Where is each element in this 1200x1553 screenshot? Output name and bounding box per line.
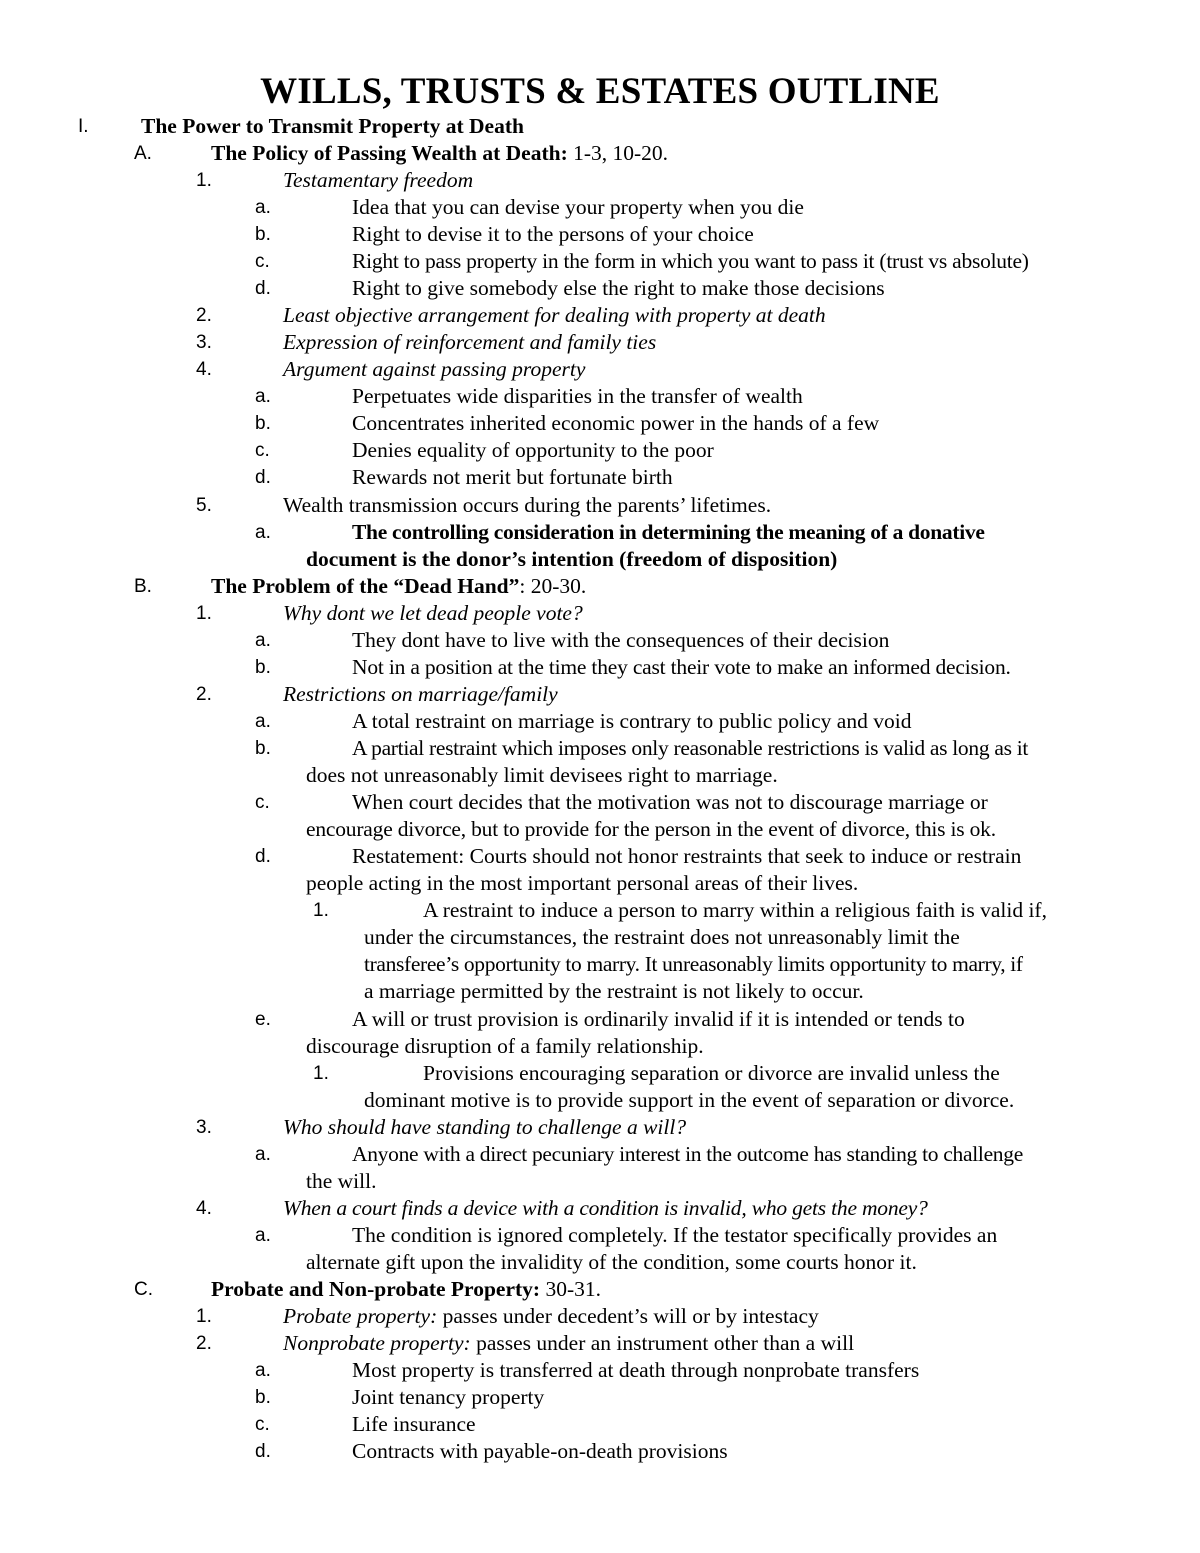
item-letter: b.	[255, 224, 271, 245]
item-text: Contracts with payable-on-death provisions	[352, 1439, 728, 1463]
subsection-label: A.	[134, 143, 152, 164]
item-letter: b.	[255, 657, 271, 678]
item-text: Idea that you can devise your property when you die	[352, 195, 804, 219]
subsection-heading: The Policy of Passing Wealth at Death: 1-3, 10-20.	[211, 141, 669, 165]
item-number: 1.	[196, 603, 212, 624]
item-text-continued: a marriage permitted by the restraint is not likely to occur.	[364, 979, 864, 1003]
item-text: Right to give somebody else the right to make those decisions	[352, 276, 885, 300]
item-number: 3.	[196, 1117, 212, 1138]
item-text: Why dont we let dead people vote?	[283, 601, 583, 625]
subsection-heading: The Problem of the “Dead Hand”: 20-30.	[211, 574, 587, 598]
item-letter: c.	[255, 1414, 270, 1435]
item-number: 2.	[196, 1333, 212, 1354]
item-letter: a.	[255, 711, 271, 732]
item-text: Perpetuates wide disparities in the transfer of wealth	[352, 384, 803, 408]
item-text: Anyone with a direct pecuniary interest in the outcome has standing to challenge	[352, 1142, 1023, 1166]
item-letter: a.	[255, 1225, 271, 1246]
item-text: Least objective arrangement for dealing with property at death	[283, 303, 826, 327]
item-number: 4.	[196, 359, 212, 380]
item-number: 2.	[196, 305, 212, 326]
item-text: Denies equality of opportunity to the poor	[352, 438, 714, 462]
item-text: A total restraint on marriage is contrary to public policy and void	[352, 709, 912, 733]
item-text: Rewards not merit but fortunate birth	[352, 465, 673, 489]
item-letter: a.	[255, 630, 271, 651]
item-letter: d.	[255, 278, 271, 299]
item-text: Joint tenancy property	[352, 1385, 545, 1409]
item-letter: a.	[255, 1360, 271, 1381]
item-text: Nonprobate property: passes under an instrument other than a will	[283, 1331, 855, 1355]
item-text: The controlling consideration in determining the meaning of a donative	[352, 520, 985, 544]
item-text: Most property is transferred at death through nonprobate transfers	[352, 1358, 920, 1382]
item-text-continued: people acting in the most important personal areas of their lives.	[306, 871, 859, 895]
item-text: Probate property: passes under decedent’s will or by intestacy	[283, 1304, 819, 1328]
item-letter: b.	[255, 738, 271, 759]
item-text-continued: transferee’s opportunity to marry. It unreasonably limits opportunity to marry, if	[364, 952, 1023, 976]
item-text: The condition is ignored completely. If the testator specifically provides an	[352, 1223, 998, 1247]
sub-item-number: 1.	[313, 1063, 329, 1084]
item-letter: a.	[255, 1144, 271, 1165]
item-text: Wealth transmission occurs during the parents’ lifetimes.	[283, 493, 772, 517]
subsection-heading: Probate and Non-probate Property: 30-31.	[211, 1277, 601, 1301]
item-text: When a court finds a device with a condition is invalid, who gets the money?	[283, 1196, 928, 1220]
item-text: Restrictions on marriage/family	[283, 682, 558, 706]
item-number: 4.	[196, 1198, 212, 1219]
item-letter: b.	[255, 413, 271, 434]
item-text: Not in a position at the time they cast their vote to make an informed decision.	[352, 655, 1011, 679]
item-text-continued: document is the donor’s intention (freedom of disposition)	[306, 547, 838, 571]
item-number: 3.	[196, 332, 212, 353]
item-text-continued: encourage divorce, but to provide for the person in the event of divorce, this is ok.	[306, 817, 996, 841]
item-text: When court decides that the motivation was not to discourage marriage or	[352, 790, 988, 814]
item-text: A restraint to induce a person to marry within a religious faith is valid if,	[423, 898, 1047, 922]
item-letter: a.	[255, 197, 271, 218]
item-text-continued: alternate gift upon the invalidity of the condition, some courts honor it.	[306, 1250, 917, 1274]
item-letter: e.	[255, 1009, 271, 1030]
item-text: Expression of reinforcement and family ties	[283, 330, 657, 354]
item-letter: d.	[255, 846, 271, 867]
item-text: Who should have standing to challenge a will?	[283, 1115, 687, 1139]
subsection-label: B.	[134, 576, 152, 597]
item-text: A will or trust provision is ordinarily invalid if it is intended or tends to	[352, 1007, 965, 1031]
item-text: Concentrates inherited economic power in the hands of a few	[352, 411, 880, 435]
item-text-continued: dominant motive is to provide support in the event of separation or divorce.	[364, 1088, 1015, 1112]
item-text: Testamentary freedom	[283, 168, 474, 192]
item-letter: d.	[255, 467, 271, 488]
item-text: Right to pass property in the form in which you want to pass it (trust vs absolute)	[352, 249, 1029, 273]
item-number: 5.	[196, 495, 212, 516]
item-text: Argument against passing property	[283, 357, 586, 381]
item-letter: c.	[255, 792, 270, 813]
item-text-continued: under the circumstances, the restraint does not unreasonably limit the	[364, 925, 960, 949]
roman-numeral-label: I.	[78, 116, 89, 137]
item-letter: a.	[255, 522, 271, 543]
item-number: 1.	[196, 1306, 212, 1327]
section-heading: The Power to Transmit Property at Death	[141, 114, 524, 138]
item-letter: c.	[255, 251, 270, 272]
subsection-label: C.	[134, 1279, 153, 1300]
item-letter: c.	[255, 440, 270, 461]
item-letter: d.	[255, 1441, 271, 1462]
item-number: 1.	[196, 170, 212, 191]
item-text: Right to devise it to the persons of your choice	[352, 222, 754, 246]
item-letter: a.	[255, 386, 271, 407]
item-letter: b.	[255, 1387, 271, 1408]
page-title: WILLS, TRUSTS & ESTATES OUTLINE	[260, 71, 940, 112]
item-text-continued: discourage disruption of a family relationship.	[306, 1034, 704, 1058]
item-text: Life insurance	[352, 1412, 476, 1436]
item-number: 2.	[196, 684, 212, 705]
item-text: Restatement: Courts should not honor restraints that seek to induce or restrain	[352, 844, 1022, 868]
item-text: Provisions encouraging separation or divorce are invalid unless the	[423, 1061, 1000, 1085]
item-text-continued: does not unreasonably limit devisees right to marriage.	[306, 763, 778, 787]
sub-item-number: 1.	[313, 900, 329, 921]
item-text-continued: the will.	[306, 1169, 377, 1193]
item-text: They dont have to live with the consequences of their decision	[352, 628, 890, 652]
item-text: A partial restraint which imposes only reasonable restrictions is valid as long as it	[352, 736, 1029, 760]
